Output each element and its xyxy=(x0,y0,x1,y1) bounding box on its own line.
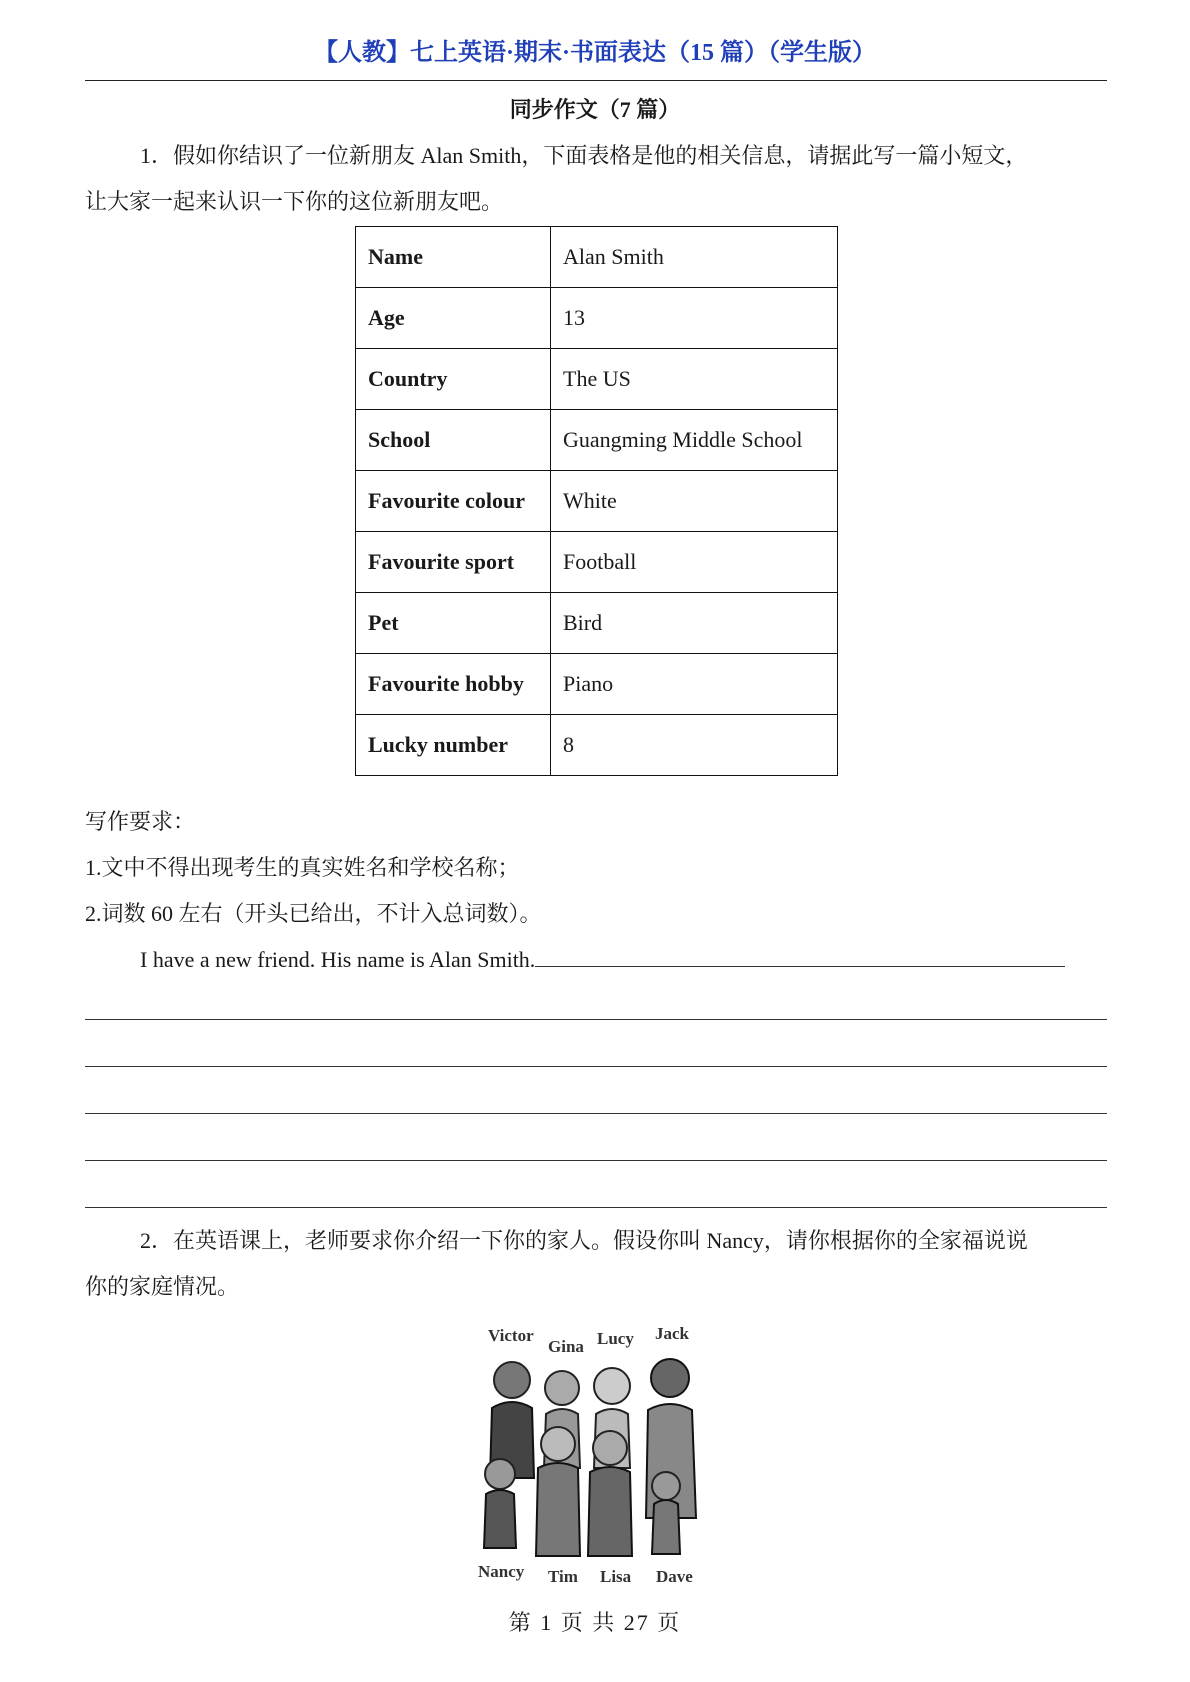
essay-opening-line xyxy=(85,937,1107,983)
figure-lisa xyxy=(588,1431,632,1556)
table-value: Alan Smith xyxy=(551,227,838,288)
table-row xyxy=(356,288,838,349)
label-dave: Dave xyxy=(656,1567,693,1586)
essay-opening: I have a new friend. His name is Alan Smith. xyxy=(140,947,536,972)
info-table xyxy=(355,226,838,776)
table-value: White xyxy=(551,471,838,532)
writing-line[interactable] xyxy=(85,1066,1107,1067)
table-key: Pet xyxy=(356,593,551,654)
label-jack: Jack xyxy=(655,1324,689,1343)
requirement-2: 2.词数 60 左右（开头已给出，不计入总词数）。 xyxy=(85,901,542,926)
document-header: 【人教】七上英语·期末·书面表达（15 篇）（学生版） xyxy=(313,40,876,66)
writing-line[interactable] xyxy=(85,1207,1107,1208)
writing-line[interactable] xyxy=(85,1113,1107,1114)
family-photo xyxy=(470,1318,720,1588)
table-key: Favourite sport xyxy=(356,532,551,593)
table-value: Bird xyxy=(551,593,838,654)
table-row xyxy=(356,532,838,593)
table-value: The US xyxy=(551,349,838,410)
label-gina: Gina xyxy=(548,1337,584,1356)
label-lisa: Lisa xyxy=(600,1567,632,1586)
label-victor: Victor xyxy=(488,1326,534,1345)
q1-prompt-line1: 1．假如你结识了一位新朋友 Alan Smith，下面表格是他的相关信息，请据此写一篇小短文， xyxy=(140,143,1028,168)
writing-line[interactable] xyxy=(85,1019,1107,1020)
table-row xyxy=(356,471,838,532)
table-key: Favourite colour xyxy=(356,471,551,532)
table-value: Guangming Middle School xyxy=(551,410,838,471)
q2-prompt-line1: 2．在英语课上，老师要求你介绍一下你的家人。假设你叫 Nancy，请你根据你的全家福说说 xyxy=(140,1228,1028,1253)
table-key: Favourite hobby xyxy=(356,654,551,715)
page-footer: 第 1 页 共 27 页 xyxy=(508,1610,682,1635)
table-row xyxy=(356,227,838,288)
label-nancy: Nancy xyxy=(478,1562,525,1581)
table-row xyxy=(356,654,838,715)
table-row xyxy=(356,349,838,410)
section-title: 同步作文（7 篇） xyxy=(509,97,681,122)
table-value: Football xyxy=(551,532,838,593)
q2-prompt-line2: 你的家庭情况。 xyxy=(85,1274,240,1299)
table-key: Lucky number xyxy=(356,715,551,776)
table-value: Piano xyxy=(551,654,838,715)
table-key: Country xyxy=(356,349,551,410)
table-value: 13 xyxy=(551,288,838,349)
figure-tim xyxy=(536,1427,580,1556)
requirements-title: 写作要求： xyxy=(85,809,196,834)
label-tim: Tim xyxy=(548,1567,578,1586)
table-key: School xyxy=(356,410,551,471)
figure-nancy xyxy=(484,1459,516,1548)
table-row xyxy=(356,593,838,654)
table-key: Name xyxy=(356,227,551,288)
requirement-1: 1.文中不得出现考生的真实姓名和学校名称； xyxy=(85,855,520,880)
header-divider xyxy=(85,80,1107,81)
q1-prompt-line2: 让大家一起来认识一下你的这位新朋友吧。 xyxy=(85,189,504,214)
table-row xyxy=(356,715,838,776)
writing-line[interactable] xyxy=(85,1160,1107,1161)
table-row xyxy=(356,410,838,471)
writing-blank[interactable] xyxy=(535,940,1065,967)
label-lucy: Lucy xyxy=(597,1329,634,1348)
table-key: Age xyxy=(356,288,551,349)
table-value: 8 xyxy=(551,715,838,776)
figure-dave xyxy=(652,1472,680,1554)
